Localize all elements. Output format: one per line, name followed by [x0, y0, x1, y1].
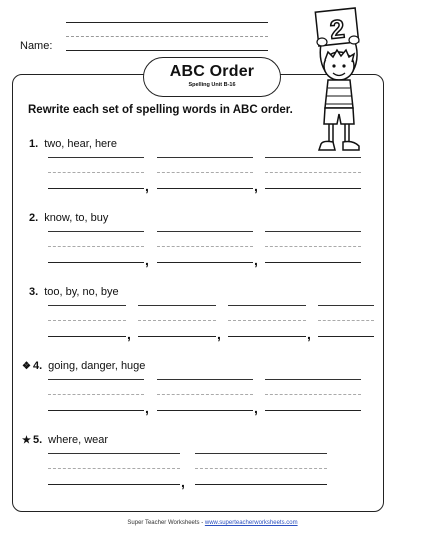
answer-top-line — [265, 231, 361, 232]
answer-top-line — [48, 157, 144, 158]
instructions: Rewrite each set of spelling words in ABC order. — [28, 104, 293, 116]
answer-top-line — [138, 305, 216, 306]
comma-separator: , — [307, 326, 311, 342]
answer-blank-3[interactable] — [265, 188, 361, 199]
question-4-prompt — [22, 356, 145, 374]
answer-blank-1[interactable] — [48, 484, 180, 495]
footer-link[interactable]: www.superteacherworksheets.com — [204, 520, 298, 526]
comma-separator: , — [254, 400, 258, 416]
footer — [0, 520, 425, 526]
question-2-prompt — [29, 208, 108, 226]
answer-top-line — [48, 379, 144, 380]
title-badge — [143, 57, 281, 97]
answer-dashed-midline — [265, 246, 361, 247]
question-number: 1. — [29, 138, 39, 150]
comma-separator: , — [254, 252, 258, 268]
footer-text: Super Teacher Worksheets - — [127, 520, 205, 526]
answer-blank-3[interactable] — [265, 410, 361, 421]
boy-holding-sign-illustration — [295, 4, 395, 164]
answer-dashed-midline — [157, 172, 253, 173]
answer-top-line — [48, 305, 126, 306]
comma-separator: , — [217, 326, 221, 342]
question-word-list: going, danger, huge — [48, 360, 146, 372]
answer-dashed-midline — [157, 246, 253, 247]
comma-separator: , — [254, 178, 258, 194]
comma-separator: , — [181, 474, 185, 490]
answer-blank-2[interactable] — [157, 410, 253, 421]
answer-top-line — [195, 453, 327, 454]
question-5-prompt — [22, 430, 108, 448]
answer-blank-1[interactable] — [48, 410, 144, 421]
question-1-prompt — [29, 134, 117, 152]
answer-blank-1[interactable] — [48, 188, 144, 199]
comma-separator: , — [145, 400, 149, 416]
answer-dashed-midline — [265, 172, 361, 173]
question-word-list: two, hear, here — [44, 138, 117, 150]
name-field-area — [20, 10, 280, 58]
answer-dashed-midline — [228, 320, 306, 321]
question-word-list: too, by, no, bye — [44, 286, 119, 298]
answer-blank-3[interactable] — [265, 262, 361, 273]
answer-top-line — [228, 305, 306, 306]
answer-top-line — [318, 305, 374, 306]
question-number: 2. — [29, 212, 39, 224]
question-word-list: know, to, buy — [44, 212, 109, 224]
answer-top-line — [157, 157, 253, 158]
name-label: Name: — [20, 40, 53, 52]
question-number: 4. — [32, 360, 43, 372]
answer-dashed-midline — [138, 320, 216, 321]
answer-blank-2[interactable] — [157, 188, 253, 199]
answer-dashed-midline — [265, 394, 361, 395]
question-number: 3. — [29, 286, 39, 298]
answer-dashed-midline — [48, 468, 180, 469]
answer-blank-3[interactable] — [228, 336, 306, 347]
answer-top-line — [48, 231, 144, 232]
question-marker-icon: ❖ — [22, 361, 31, 372]
answer-blank-1[interactable] — [48, 336, 126, 347]
name-top-line — [66, 22, 268, 23]
answer-dashed-midline — [318, 320, 374, 321]
question-marker-icon: ★ — [22, 435, 31, 446]
comma-separator: , — [127, 326, 131, 342]
answer-top-line — [157, 379, 253, 380]
question-3-prompt — [29, 282, 119, 300]
answer-blank-2[interactable] — [138, 336, 216, 347]
answer-dashed-midline — [48, 394, 144, 395]
answer-dashed-midline — [48, 246, 144, 247]
answer-dashed-midline — [48, 320, 126, 321]
answer-blank-2[interactable] — [157, 262, 253, 273]
comma-separator: , — [145, 252, 149, 268]
page-title: ABC Order — [169, 63, 255, 80]
answer-dashed-midline — [48, 172, 144, 173]
answer-dashed-midline — [195, 468, 327, 469]
name-dashed-line — [66, 36, 268, 37]
sign-number: 2 — [328, 13, 346, 45]
answer-blank-2[interactable] — [195, 484, 327, 495]
question-number: 5. — [32, 434, 43, 446]
answer-dashed-midline — [157, 394, 253, 395]
question-word-list: where, wear — [48, 434, 109, 446]
name-write-line[interactable] — [66, 50, 268, 51]
page-subtitle: Spelling Unit B-16 — [188, 82, 236, 88]
answer-top-line — [157, 231, 253, 232]
answer-blank-1[interactable] — [48, 262, 144, 273]
answer-top-line — [265, 379, 361, 380]
answer-blank-4[interactable] — [318, 336, 374, 347]
answer-top-line — [48, 453, 180, 454]
comma-separator: , — [145, 178, 149, 194]
